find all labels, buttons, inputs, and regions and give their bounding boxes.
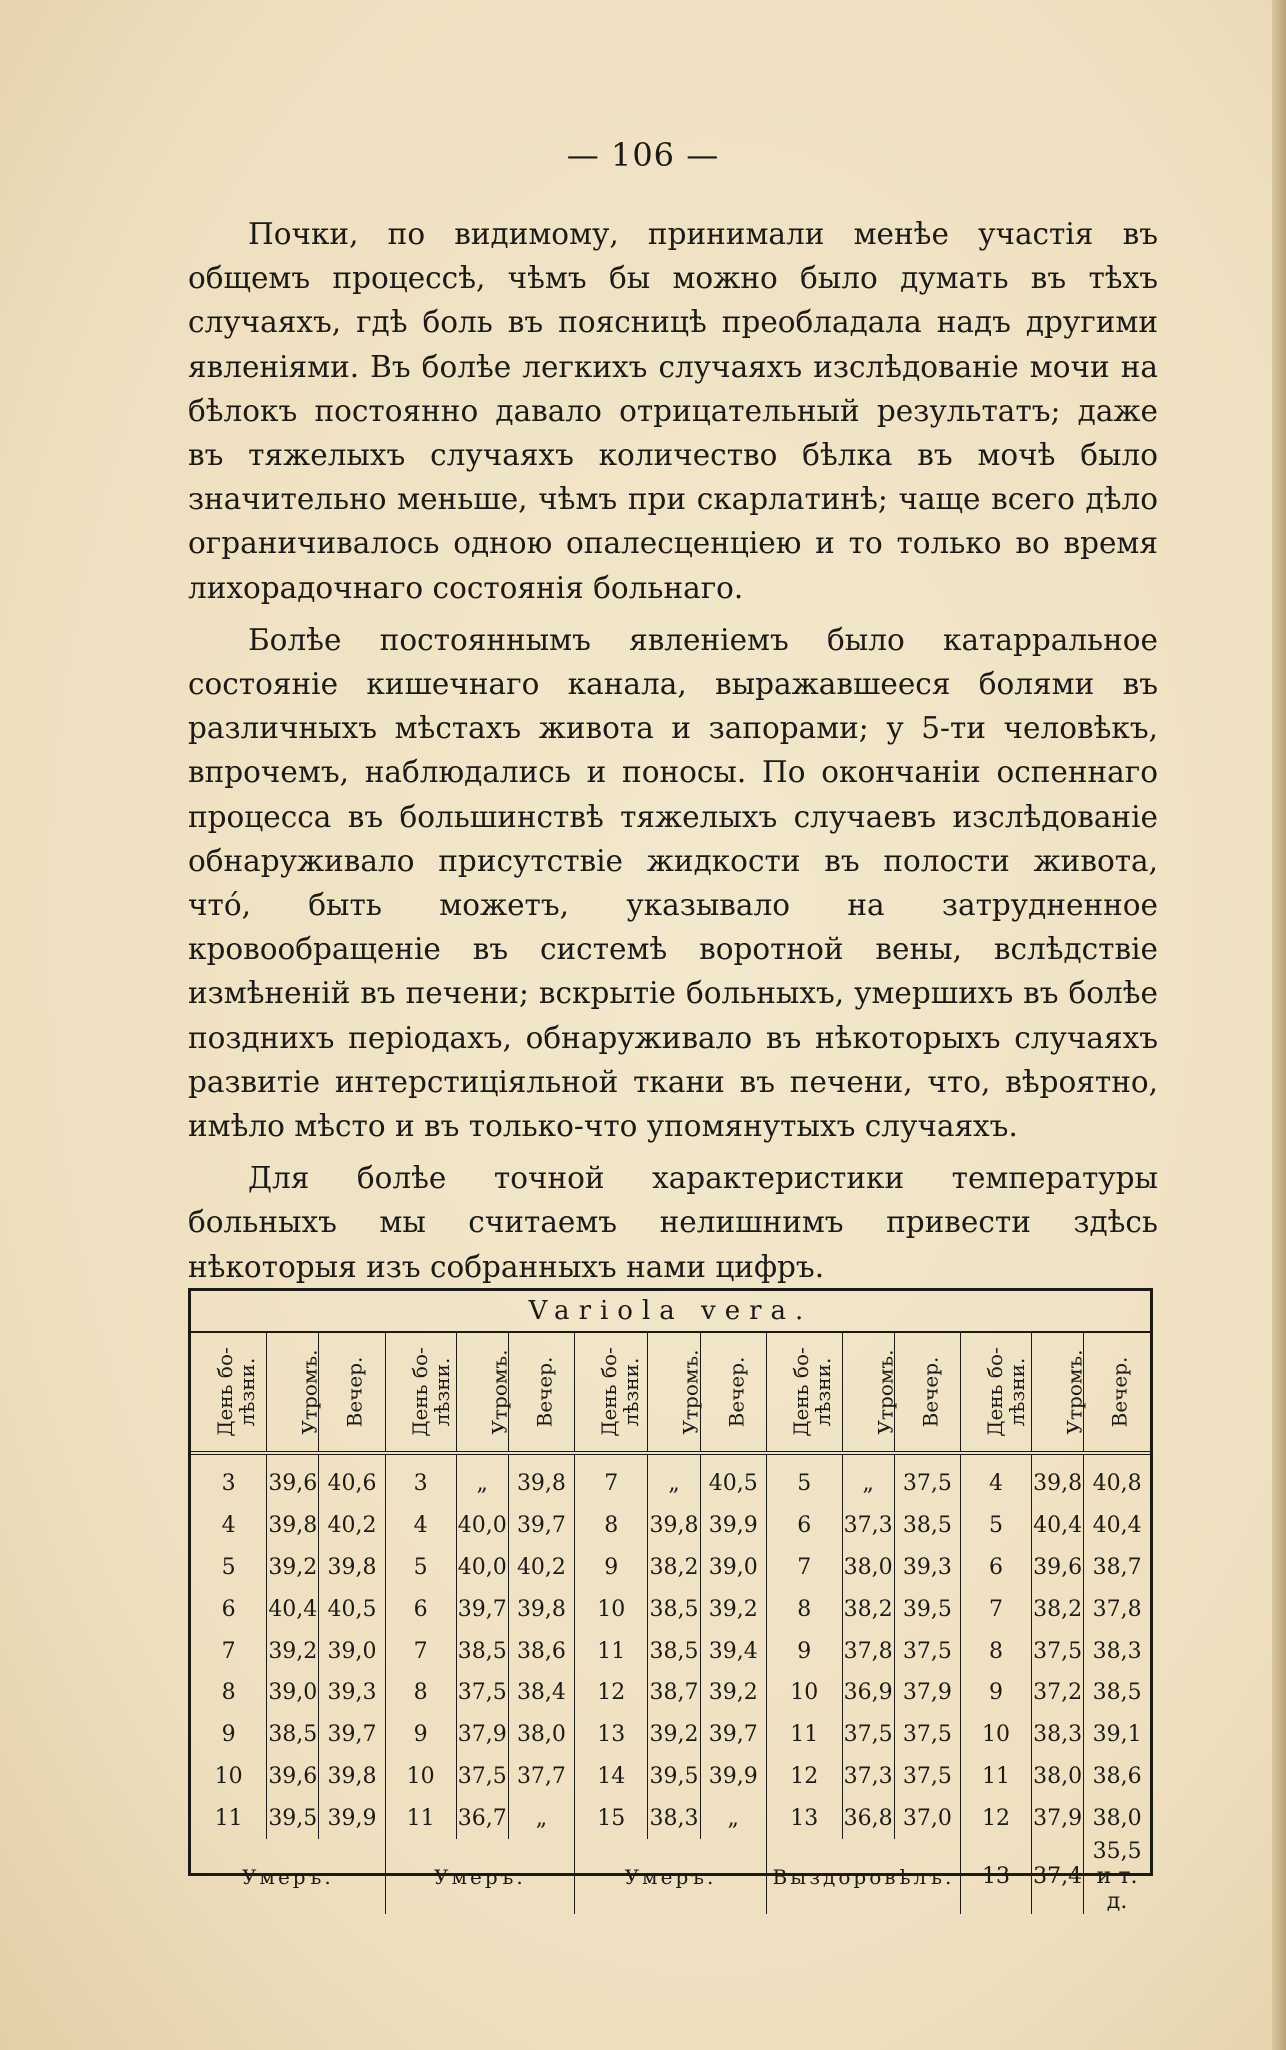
table-cell: 38,0 <box>508 1714 574 1756</box>
table-cell: 13 <box>575 1714 648 1756</box>
outcome-value: 37,4 <box>1032 1839 1084 1914</box>
table-cell: 37,8 <box>842 1630 894 1672</box>
column-header-label: Вечер. <box>1107 1356 1132 1428</box>
table-cell: 38,4 <box>508 1672 574 1714</box>
outcome-cell: Выздоровѣлъ. <box>766 1839 960 1914</box>
table-cell: 39,8 <box>648 1505 700 1547</box>
table-cell: 11 <box>385 1797 456 1839</box>
table-cell: 40,2 <box>508 1547 574 1589</box>
table-row <box>191 1714 1150 1756</box>
column-header-label: Утромъ. <box>487 1349 512 1435</box>
column-header-label: Вечер. <box>342 1356 367 1428</box>
table-cell: „ <box>700 1797 766 1839</box>
table-cell: 11 <box>191 1797 267 1839</box>
table-cell: 37,3 <box>842 1756 894 1798</box>
paragraph-temperature-intro: Для болѣе точной характеристики температуры больныхъ мы считаемъ нелишнимъ привести здѣсь нѣкоторыя изъ собранныхъ нами цифръ. <box>188 1161 1158 1284</box>
table-cell: 38,5 <box>648 1588 700 1630</box>
table-cell: 3 <box>385 1453 456 1505</box>
table-cell: 40,8 <box>1092 1471 1142 1497</box>
table-title: Variola vera. <box>191 1291 1150 1333</box>
table-cell: 39,2 <box>700 1588 766 1630</box>
column-header-label: Утромъ. <box>297 1349 322 1435</box>
table-cell: 39,9 <box>319 1797 385 1839</box>
table-cell: 37,9 <box>894 1672 960 1714</box>
table-cell: 9 <box>191 1714 267 1756</box>
table-cell: 40,5 <box>700 1453 766 1505</box>
table-cell: 6 <box>961 1547 1032 1589</box>
table-cell: 40,5 <box>319 1588 385 1630</box>
table-cell: 4 <box>191 1505 267 1547</box>
table-cell: 39,6 <box>267 1756 319 1798</box>
table-row <box>191 1630 1150 1672</box>
table-cell: 5 <box>766 1453 842 1505</box>
table-cell: 38,0 <box>1092 1805 1142 1831</box>
table-cell: 10 <box>766 1672 842 1714</box>
outcome-value: 35,5 и т. д. <box>1092 1839 1142 1915</box>
table-cell: 5 <box>385 1547 456 1589</box>
table-cell: 9 <box>575 1547 648 1589</box>
column-header <box>191 1333 267 1453</box>
table-cell: 8 <box>191 1672 267 1714</box>
table-cell: 38,0 <box>842 1547 894 1589</box>
table-cell: 12 <box>961 1797 1032 1839</box>
table-cell: 3 <box>191 1453 267 1505</box>
column-header-label: День бо- лѣзни. <box>212 1347 259 1437</box>
table-row <box>191 1672 1150 1714</box>
table-cell: 39,0 <box>267 1672 319 1714</box>
table-cell: 8 <box>961 1630 1032 1672</box>
table-cell: 38,5 <box>456 1630 508 1672</box>
table-cell: 37,5 <box>894 1453 960 1505</box>
table-cell: 6 <box>385 1588 456 1630</box>
table-body <box>191 1453 1150 1914</box>
table-cell: 40,0 <box>456 1547 508 1589</box>
table-row <box>191 1453 1150 1505</box>
outcome-cell: Умеръ. <box>385 1839 574 1914</box>
table-row <box>191 1756 1150 1798</box>
table-cell: 38,6 <box>508 1630 574 1672</box>
table-cell: 39,2 <box>267 1547 319 1589</box>
table-cell: 39,8 <box>319 1756 385 1798</box>
column-header <box>766 1333 842 1453</box>
table-cell: 40,2 <box>319 1505 385 1547</box>
table-cell: 39,5 <box>648 1756 700 1798</box>
table-cell: 38,3 <box>648 1797 700 1839</box>
table-cell: 7 <box>766 1547 842 1589</box>
table-cell: 4 <box>385 1505 456 1547</box>
table-cell: 39,3 <box>319 1672 385 1714</box>
table-cell: 39,7 <box>508 1505 574 1547</box>
table-cell: 11 <box>961 1756 1032 1798</box>
column-header-label: Утромъ. <box>873 1349 898 1435</box>
column-header <box>1032 1333 1087 1453</box>
body-text <box>188 212 1158 1297</box>
table-cell: 39,9 <box>700 1756 766 1798</box>
table-cell: 37,5 <box>456 1672 508 1714</box>
table-row <box>191 1547 1150 1589</box>
table-cell: 39,8 <box>508 1453 574 1505</box>
table-cell: 36,9 <box>842 1672 894 1714</box>
column-header-label: Утромъ. <box>678 1349 703 1435</box>
column-header <box>508 1333 574 1453</box>
table-cell: 39,7 <box>319 1714 385 1756</box>
table-cell: 6 <box>766 1505 842 1547</box>
column-header-label: Вечер. <box>532 1356 557 1428</box>
table-cell: 40,6 <box>319 1453 385 1505</box>
table-cell: 37,3 <box>842 1505 894 1547</box>
table-cell: 38,3 <box>1092 1638 1142 1664</box>
table-cell: 12 <box>766 1756 842 1798</box>
table-cell: 39,5 <box>894 1588 960 1630</box>
table-cell: 9 <box>385 1714 456 1756</box>
table-cell: 14 <box>575 1756 648 1798</box>
column-header-label: Утромъ. <box>1062 1349 1087 1435</box>
column-header <box>385 1333 456 1453</box>
table-cell: 39,8 <box>508 1588 574 1630</box>
column-header <box>456 1333 512 1453</box>
table-cell: 37,9 <box>456 1714 508 1756</box>
column-header <box>1084 1333 1150 1453</box>
table-cell: 39,4 <box>700 1630 766 1672</box>
table-cell: 37,5 <box>894 1714 960 1756</box>
page-number: — 106 — <box>566 136 720 174</box>
table-row <box>191 1797 1150 1839</box>
table-cell: 37,9 <box>1032 1797 1084 1839</box>
table-cell: 11 <box>766 1714 842 1756</box>
table-cell: 37,2 <box>1032 1672 1084 1714</box>
table-cell: 8 <box>766 1588 842 1630</box>
table-cell: 40,4 <box>267 1588 319 1630</box>
temperature-table <box>188 1288 1153 1915</box>
table-cell: 37,5 <box>894 1630 960 1672</box>
table-cell: 39,5 <box>267 1797 319 1839</box>
table-cell: 39,7 <box>456 1588 508 1630</box>
table-cell: 38,2 <box>842 1588 894 1630</box>
table-cell: 37,5 <box>456 1756 508 1798</box>
table-cell: 38,3 <box>1032 1714 1084 1756</box>
table-cell: „ <box>508 1797 574 1839</box>
column-header <box>575 1333 648 1453</box>
table-cell: 37,0 <box>894 1797 960 1839</box>
column-header-label: Вечер. <box>918 1356 943 1428</box>
paragraph-intestinal: Болѣе постояннымъ явленіемъ было катарральное состояніе кишечнаго канала, выражавшееся болями въ различныхъ мѣстахъ живота и запорами; у 5-ти человѣкъ, впрочемъ, наблюдались и поносы. По окончаніи оспеннаго процесса въ большинствѣ тяжелыхъ случаевъ изслѣдованіе обнаруживало присутствіе жидкости въ полости живота, что́, быть можетъ, указывало на затрудненное кровообращеніе въ системѣ воротной вены, вслѣдствіе измѣненій въ печени; вскрытіе больныхъ, умершихъ въ болѣе позднихъ періодахъ, обнаруживало въ нѣкоторыхъ случаяхъ развитіе интерстиціяльной ткани въ печени, что, вѣроятно, имѣло мѣсто и въ только-что упомянутыхъ случаяхъ. <box>188 622 1158 1144</box>
table-cell: 10 <box>575 1588 648 1630</box>
table-cell: 5 <box>961 1505 1032 1547</box>
table-cell: 38,5 <box>894 1505 960 1547</box>
table-cell: 39,8 <box>1032 1453 1084 1505</box>
temperature-grid <box>191 1333 1150 1914</box>
table-cell: 39,6 <box>267 1453 319 1505</box>
table-cell: 39,6 <box>1032 1547 1084 1589</box>
table-cell: 39,8 <box>267 1505 319 1547</box>
table-cell: 39,0 <box>700 1547 766 1589</box>
column-header <box>319 1333 385 1453</box>
table-cell: 10 <box>385 1756 456 1798</box>
table-cell: 5 <box>191 1547 267 1589</box>
column-header-label: День бо- лѣзни. <box>982 1347 1029 1437</box>
table-cell: 11 <box>575 1630 648 1672</box>
table-cell: 7 <box>575 1453 648 1505</box>
table-cell: 38,2 <box>1032 1588 1084 1630</box>
table-cell: 36,8 <box>842 1797 894 1839</box>
outcome-value: 13 <box>961 1839 1032 1914</box>
table-cell: 7 <box>961 1588 1032 1630</box>
table-cell: 37,8 <box>1092 1596 1142 1622</box>
table-cell: 39,7 <box>700 1714 766 1756</box>
outcome-cell: Умеръ. <box>191 1839 385 1914</box>
table-cell: 39,8 <box>319 1547 385 1589</box>
table-cell: 39,3 <box>894 1547 960 1589</box>
table-cell: „ <box>456 1453 508 1505</box>
column-header <box>842 1333 898 1453</box>
table-cell: 7 <box>191 1630 267 1672</box>
table-cell: 39,2 <box>648 1714 700 1756</box>
table-cell: 8 <box>385 1672 456 1714</box>
table-cell: 7 <box>385 1630 456 1672</box>
table-cell: 37,5 <box>894 1756 960 1798</box>
table-cell: 38,0 <box>1032 1756 1084 1798</box>
table-cell: 39,0 <box>319 1630 385 1672</box>
table-cell: 38,5 <box>1092 1680 1142 1706</box>
table-cell: 15 <box>575 1797 648 1839</box>
table-cell: 40,4 <box>1092 1513 1142 1539</box>
table-cell: „ <box>842 1453 894 1505</box>
outcome-cell: Умеръ. <box>575 1839 767 1914</box>
column-header <box>700 1333 766 1453</box>
table-cell: 36,7 <box>456 1797 508 1839</box>
table-cell: 38,7 <box>648 1672 700 1714</box>
table-cell: 38,5 <box>267 1714 319 1756</box>
table-row <box>191 1588 1150 1630</box>
column-header-label: День бо- лѣзни. <box>596 1347 643 1437</box>
column-header <box>648 1333 703 1453</box>
table-cell: 39,2 <box>267 1630 319 1672</box>
column-header <box>267 1333 322 1453</box>
outcome-row <box>191 1839 1150 1914</box>
table-cell: 38,5 <box>648 1630 700 1672</box>
table-cell: 39,9 <box>700 1505 766 1547</box>
table-cell: 12 <box>575 1672 648 1714</box>
table-cell: 9 <box>961 1672 1032 1714</box>
table-cell: 10 <box>191 1756 267 1798</box>
column-header <box>894 1333 960 1453</box>
column-header-label: День бо- лѣзни. <box>788 1347 835 1437</box>
column-header-label: Вечер. <box>723 1356 748 1428</box>
table-cell: 9 <box>766 1630 842 1672</box>
table-cell: 10 <box>961 1714 1032 1756</box>
table-cell: 38,6 <box>1092 1763 1142 1789</box>
page-edge <box>1272 0 1286 2050</box>
table-cell: 37,5 <box>842 1714 894 1756</box>
column-header <box>961 1333 1032 1453</box>
table-cell: 6 <box>191 1588 267 1630</box>
table-cell: 37,5 <box>1032 1630 1084 1672</box>
table-cell: 13 <box>766 1797 842 1839</box>
table-cell: 39,1 <box>1092 1722 1142 1748</box>
table-cell: 8 <box>575 1505 648 1547</box>
table-row <box>191 1505 1150 1547</box>
header-row <box>191 1333 1150 1453</box>
column-header-label: День бо- лѣзни. <box>407 1347 454 1437</box>
table-cell: 38,7 <box>1092 1554 1142 1580</box>
table-cell: 37,7 <box>508 1756 574 1798</box>
table-cell: 40,0 <box>456 1505 508 1547</box>
table-cell: 38,2 <box>648 1547 700 1589</box>
table-cell: „ <box>648 1453 700 1505</box>
paragraph-kidneys: Почки, по видимому, принимали менѣе участія въ общемъ процессѣ, чѣмъ бы можно было думать въ тѣхъ случаяхъ, гдѣ боль въ поясницѣ преобладала надъ другими явленіями. Въ болѣе легкихъ случаяхъ изслѣдованіе мочи на бѣлокъ постоянно давало отрицательный результатъ; даже въ тяжелыхъ случаяхъ количество бѣлка въ мочѣ было значительно меньше, чѣмъ при скарлатинѣ; чаще всего дѣло ограничивалось одною опалесценціею и то только во время лихорадочнаго состоянія больнаго. <box>188 217 1158 605</box>
table-cell: 39,2 <box>700 1672 766 1714</box>
table-cell: 40,4 <box>1032 1505 1084 1547</box>
table-cell: 4 <box>961 1453 1032 1505</box>
